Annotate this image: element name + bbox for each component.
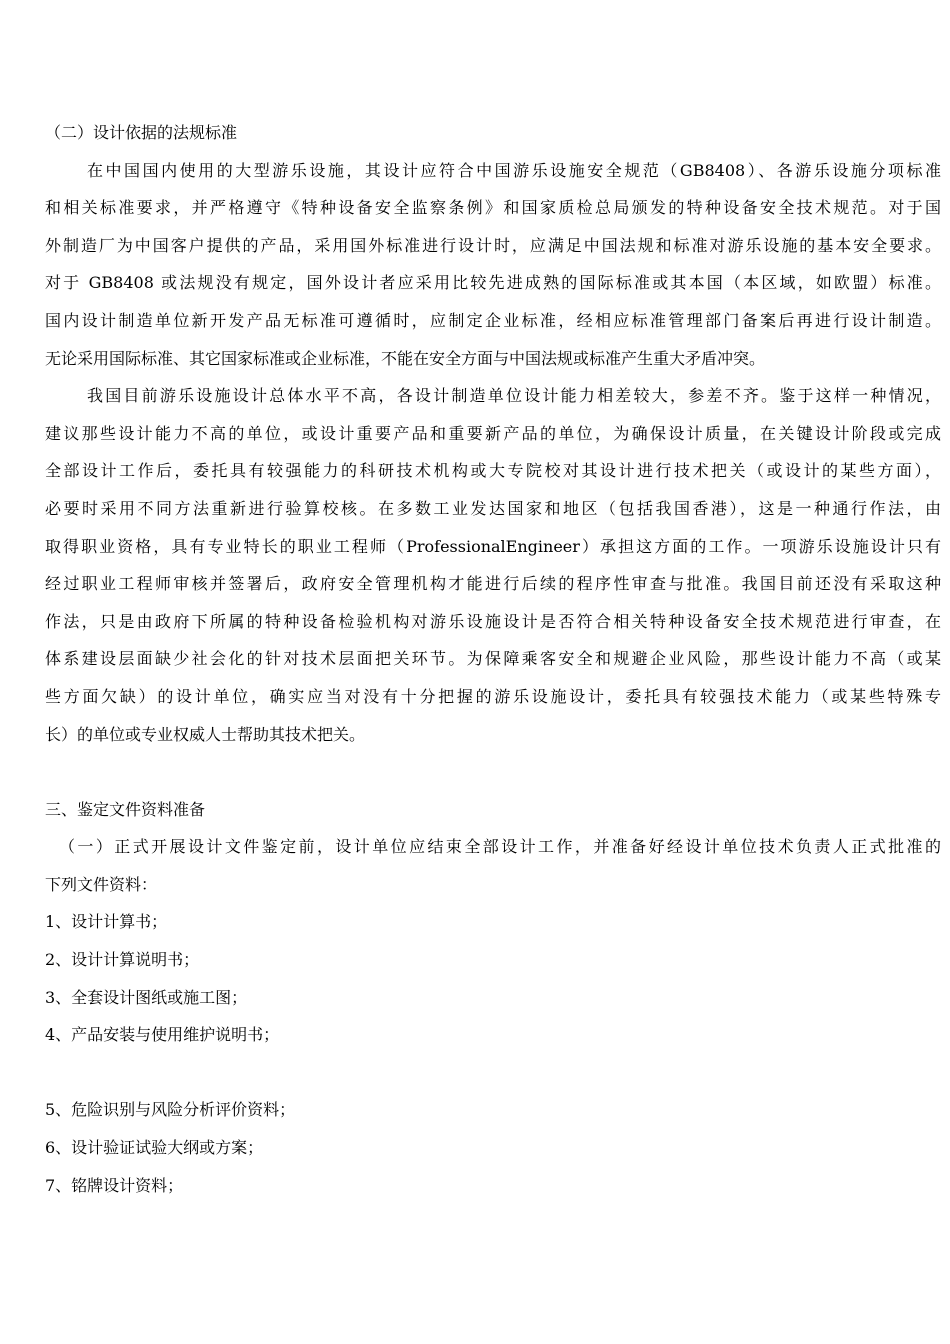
paragraph-line: 长）的单位或专业权威人士帮助其技术把关。: [45, 724, 366, 744]
paragraph-line: 全部设计工作后，委托具有较强能力的科研技术机构或大专院校对其设计进行技术把关（或设计的某些方面），: [45, 461, 941, 481]
section-2-heading: （二）设计依据的法规标准: [45, 123, 238, 142]
paragraph-document-prep: [45, 828, 941, 903]
paragraph-line: 无论采用国际标准、其它国家标准或企业标准，不能在安全方面与中国法规或标准产生重大矛盾冲突。: [45, 348, 766, 368]
list-item: 6、设计验证试验大纲或方案；: [45, 1138, 264, 1158]
blank-line: [45, 753, 941, 791]
list-item: 4、产品安装与使用维护说明书；: [45, 1025, 280, 1045]
paragraph-line: 些方面欠缺）的设计单位，确实应当对没有十分把握的游乐设施设计，委托具有较强技术能力（或某些特殊专: [45, 686, 941, 706]
document-list: [45, 903, 941, 1204]
paragraph-line: 必要时采用不同方法重新进行验算校核。在多数工业发达国家和地区（包括我国香港），这是一种通行作法，由: [45, 498, 941, 518]
list-item: 3、全套设计图纸或施工图；: [45, 987, 248, 1007]
paragraph-line: 和相关标准要求，并严格遵守《特种设备安全监察条例》和国家质检总局颁发的特种设备安全技术规范。对于国: [45, 198, 941, 218]
paragraph-design-basis: [45, 152, 941, 378]
list-item: 1、设计计算书；: [45, 912, 168, 932]
paragraph-line: 国内设计制造单位新开发产品无标准可遵循时，应制定企业标准，经相应标准管理部门备案后再进行设计制造。: [45, 310, 941, 330]
paragraph-line: （一）正式开展设计文件鉴定前，设计单位应结束全部设计工作，并准备好经设计单位技术负责人正式批准的: [59, 837, 941, 857]
paragraph-line: 取得职业资格，具有专业特长的职业工程师（ProfessionalEngineer）承担这方面的工作。一项游乐设施设计只有: [45, 536, 941, 556]
paragraph-line: 我国目前游乐设施设计总体水平不高，各设计制造单位设计能力相差较大，参差不齐。鉴于这样一种情况，: [87, 386, 941, 406]
paragraph-line: 外制造厂为中国客户提供的产品，采用国外标准进行设计时，应满足中国法规和标准对游乐设施的基本安全要求。: [45, 235, 941, 255]
paragraph-design-level: [45, 377, 941, 753]
paragraph-line: 对于 GB8408 或法规没有规定，国外设计者应采用比较先进成熟的国际标准或其本国（本区域，如欧盟）标准。: [45, 273, 941, 293]
paragraph-line: 建议那些设计能力不高的单位，或设计重要产品和重要新产品的单位，为确保设计质量，在关键设计阶段或完成: [45, 423, 941, 443]
document-page: [45, 114, 941, 1204]
list-item: 7、铭牌设计资料；: [45, 1175, 184, 1195]
list-item: 2、设计计算说明书；: [45, 950, 200, 970]
paragraph-line: 经过职业工程师审核并签署后，政府安全管理机构才能进行后续的程序性审查与批准。我国目前还没有采取这种: [45, 574, 941, 594]
paragraph-line: 体系建设层面缺少社会化的针对技术层面把关环节。为保障乘客安全和规避企业风险，那些设计能力不高（或某: [45, 649, 941, 669]
blank-line: [45, 1054, 941, 1092]
paragraph-line: 作法，只是由政府下所属的特种设备检验机构对游乐设施设计是否符合相关特种设备安全技术规范进行审查，在: [45, 611, 941, 631]
section-3-heading: 三、鉴定文件资料准备: [45, 799, 206, 819]
list-item: 5、危险识别与风险分析评价资料；: [45, 1100, 296, 1120]
paragraph-line: 下列文件资料：: [45, 874, 158, 894]
paragraph-line: 在中国国内使用的大型游乐设施，其设计应符合中国游乐设施安全规范（GB8408）、各游乐设施分项标准: [87, 160, 941, 180]
